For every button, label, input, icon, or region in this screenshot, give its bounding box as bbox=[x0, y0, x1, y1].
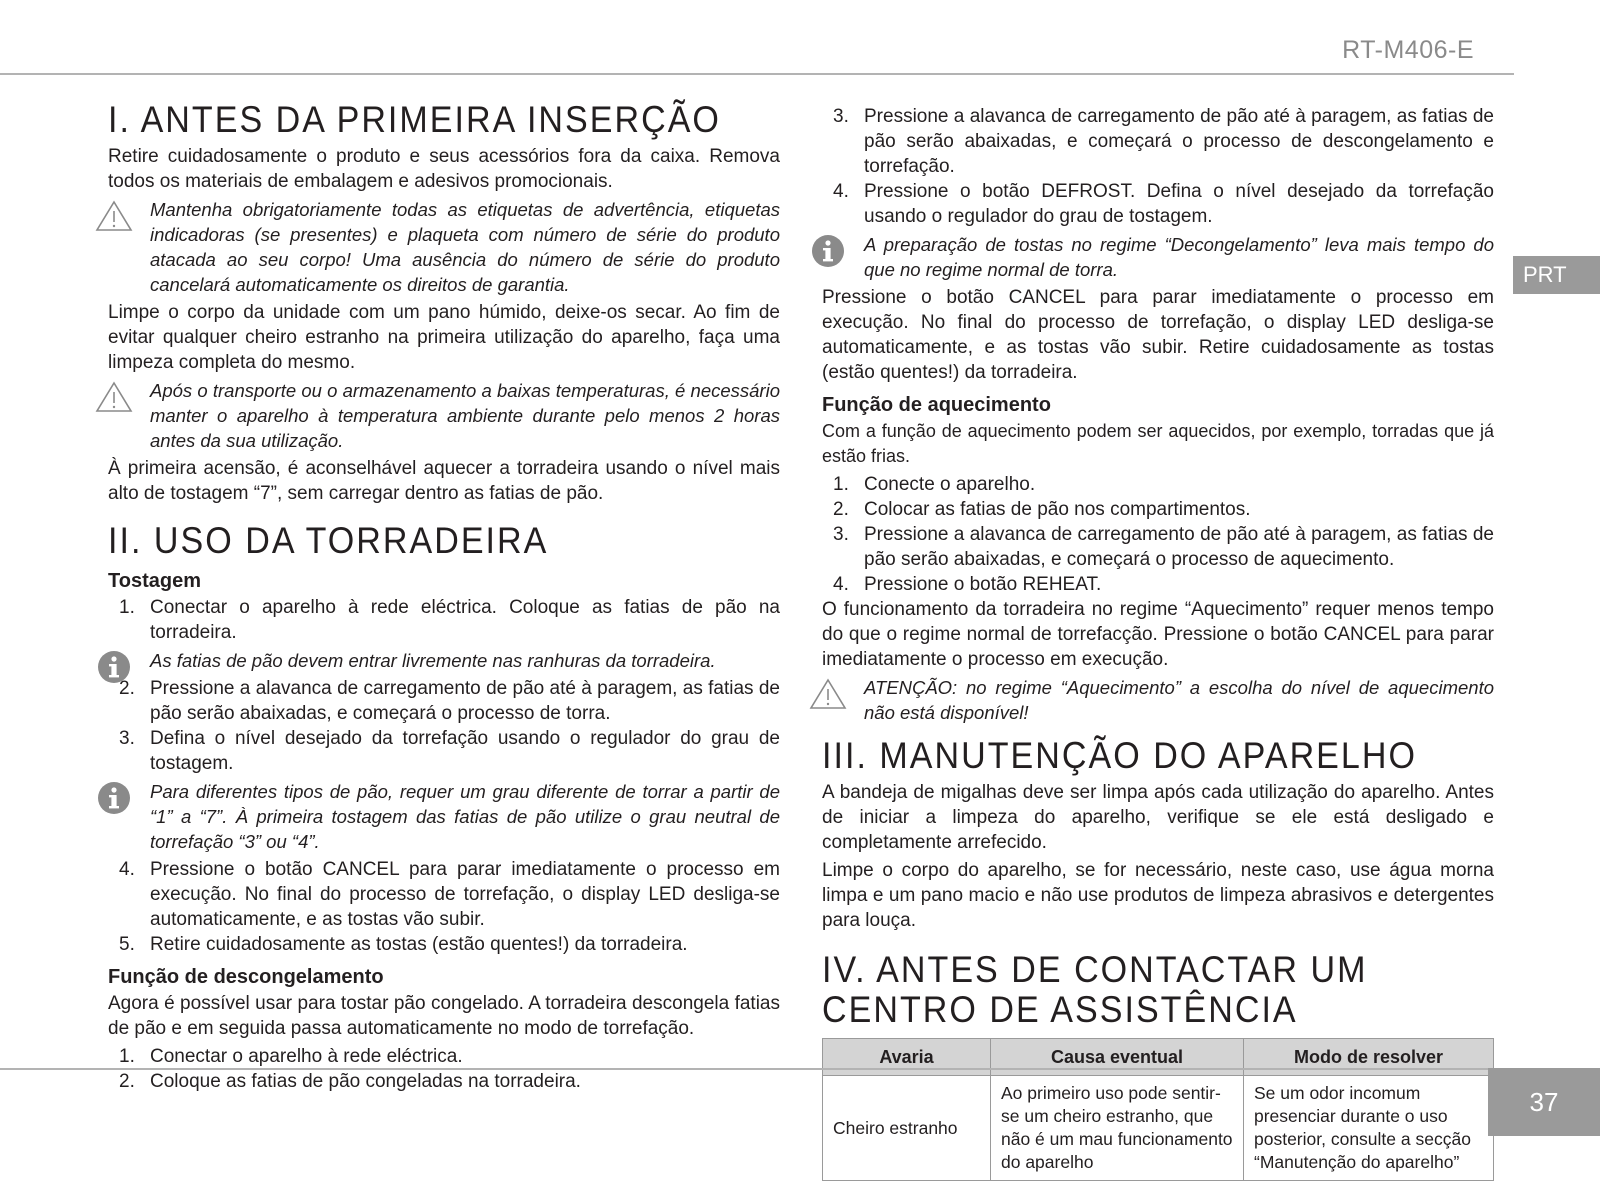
list-item: 5. Retire cuidadosamente as tostas (estão quentes!) da torradeira. bbox=[119, 934, 688, 955]
list-item: 3. Pressione a alavanca de carregamento de pão até à paragem, as fatias de pão serão abaixadas, e começará o processo de descongelamento e torrefação. bbox=[833, 106, 1494, 177]
paragraph: Pressione o botão CANCEL para parar imediatamente o processo em execução. No final do processo de torrefação, o display LED desliga-se automaticamente, e as tostas vão subir. Retire cuidadosamente as tostas (estão quentes!) da torradeira. bbox=[822, 287, 1494, 383]
list-item: 4. Pressione o botão DEFROST. Defina o nível desejado da torrefação usando o regulador do grau de tostagem. bbox=[833, 181, 1494, 227]
paragraph: Limpe o corpo do aparelho, se for necessário, neste caso, use água morna limpa e um pano macio e não use produtos de limpeza abrasivos e detergentes para louça. bbox=[822, 860, 1494, 931]
model-number: RT-M406-E bbox=[1342, 36, 1474, 64]
warning-icon bbox=[94, 199, 134, 233]
info-icon bbox=[94, 650, 134, 684]
paragraph: Com a função de aquecimento podem ser aquecidos, por exemplo, torradas que já estão frias. bbox=[822, 421, 1494, 466]
list-item: 4. Pressione o botão CANCEL para parar imediatamente o processo em execução. No final do processo de torrefação, o display LED desliga-se automaticamente, e as tostas vão subir. bbox=[119, 859, 780, 930]
list-item: 2. Colocar as fatias de pão nos compartimentos. bbox=[833, 499, 1251, 520]
info-icon bbox=[808, 234, 848, 268]
warning-icon bbox=[808, 677, 848, 711]
page-number: 37 bbox=[1488, 1068, 1600, 1136]
subheading-defrost: Função de descongelamento bbox=[108, 966, 384, 988]
header-divider bbox=[0, 73, 1514, 75]
info-text: Para diferentes tipos de pão, requer um grau diferente de torrar a partir de “1” a “7”. À primeira tostagem das fatias de pão utilize o grau neutral de torrefação “3” ou “4”. bbox=[150, 781, 780, 852]
info-note bbox=[822, 232, 1494, 282]
info-note bbox=[108, 779, 780, 854]
warning-note bbox=[108, 378, 780, 453]
warning-note bbox=[108, 197, 780, 297]
paragraph: A bandeja de migalhas deve ser limpa após cada utilização do aparelho. Antes de iniciar a limpeza do aparelho, verifique se ele está desligado e completamente arrefecido. bbox=[822, 782, 1494, 853]
warning-text: Após o transporte ou o armazenamento a baixas temperaturas, é necessário manter o aparelho à temperatura ambiente durante pelo menos 2 horas antes da sua utilização. bbox=[150, 380, 780, 451]
subheading-reheat: Função de aquecimento bbox=[822, 394, 1051, 416]
list-item: 4. Pressione o botão REHEAT. bbox=[833, 574, 1102, 595]
paragraph: Limpe o corpo da unidade com um pano húmido, deixe-os secar. Ao fim de evitar qualquer cheiro estranho na primeira utilização do aparelho, faça uma limpeza completa do mesmo. bbox=[108, 302, 780, 373]
table-cell: Se um odor incomum presenciar durante o uso posterior, consulte a secção “Manutenção do aparelho” bbox=[1244, 1076, 1494, 1181]
info-icon bbox=[94, 781, 134, 815]
left-column bbox=[108, 100, 780, 1094]
warning-text: Mantenha obrigatoriamente todas as etiquetas de advertência, etiquetas indicadoras (se presentes) e plaqueta com número de série do produto atacada ao seu corpo! Uma ausência do número de série do produto cancelará automaticamente os direitos de garantia. bbox=[150, 199, 780, 295]
list-item: 1. Conecte o aparelho. bbox=[833, 474, 1036, 495]
table-header: Modo de resolver bbox=[1244, 1039, 1494, 1076]
table-row bbox=[823, 1076, 1494, 1181]
warning-text: ATENÇÃO: no regime “Aquecimento” a escolha do nível de aquecimento não está disponível! bbox=[864, 677, 1494, 723]
list-item: 1. Conectar o aparelho à rede eléctrica. bbox=[119, 1046, 463, 1067]
right-column bbox=[822, 104, 1494, 1181]
list-item: 3. Defina o nível desejado da torrefação usando o regulador do grau de tostagem. bbox=[119, 728, 780, 774]
warning-note bbox=[822, 675, 1494, 725]
paragraph: À primeira acensão, é aconselhável aquecer a torradeira usando o nível mais alto de tostagem “7”, sem carregar dentro as fatias de pão. bbox=[108, 458, 780, 504]
section-title-3: III. MANUTENÇÃO DO APARELHO bbox=[822, 735, 1417, 776]
section-title-1: I. ANTES DA PRIMEIRA INSERÇÃO bbox=[108, 99, 721, 140]
paragraph: Retire cuidadosamente o produto e seus acessórios fora da caixa. Remova todos os materiais de embalagem e adesivos promocionais. bbox=[108, 146, 780, 192]
list-item: 2. Coloque as fatias de pão congeladas na torradeira. bbox=[119, 1071, 581, 1092]
table-cell: Ao primeiro uso pode sentir-se um cheiro estranho, que não é um mau funcionamento do aparelho bbox=[991, 1076, 1244, 1181]
info-text: A preparação de tostas no regime “Decongelamento” leva mais tempo do que no regime normal de torra. bbox=[864, 234, 1494, 280]
list-item: 2. Pressione a alavanca de carregamento de pão até à paragem, as fatias de pão serão abaixadas, e começará o processo de torra. bbox=[119, 678, 780, 724]
table-header: Causa eventual bbox=[991, 1039, 1244, 1076]
table-header: Avaria bbox=[823, 1039, 991, 1076]
subheading-toasting: Tostagem bbox=[108, 570, 201, 592]
table-cell: Cheiro estranho bbox=[823, 1076, 991, 1181]
list-item: 1. Conectar o aparelho à rede eléctrica. Coloque as fatias de pão na torradeira. bbox=[119, 597, 780, 643]
info-note bbox=[108, 648, 780, 673]
paragraph: Agora é possível usar para tostar pão congelado. A torradeira descongela fatias de pão e em seguida passa automaticamente no modo de torrefação. bbox=[108, 993, 780, 1039]
paragraph: O funcionamento da torradeira no regime “Aquecimento” requer menos tempo do que o regime normal de torrefacção. Pressione o botão CANCEL para parar imediatamente o processo em execução. bbox=[822, 599, 1494, 670]
section-title-4: IV. ANTES DE CONTACTAR UM CENTRO DE ASSISTÊNCIA bbox=[822, 949, 1368, 1030]
info-text: As fatias de pão devem entrar livremente nas ranhuras da torradeira. bbox=[150, 650, 716, 671]
troubleshooting-table bbox=[822, 1038, 1494, 1181]
section-title-2: II. USO DA TORRADEIRA bbox=[108, 520, 549, 561]
warning-icon bbox=[94, 380, 134, 414]
list-item: 3. Pressione a alavanca de carregamento de pão até à paragem, as fatias de pão serão abaixadas, e começará o processo de aquecimento. bbox=[833, 524, 1494, 570]
footer-divider bbox=[0, 1068, 1490, 1070]
language-tab: PRT bbox=[1513, 256, 1600, 294]
